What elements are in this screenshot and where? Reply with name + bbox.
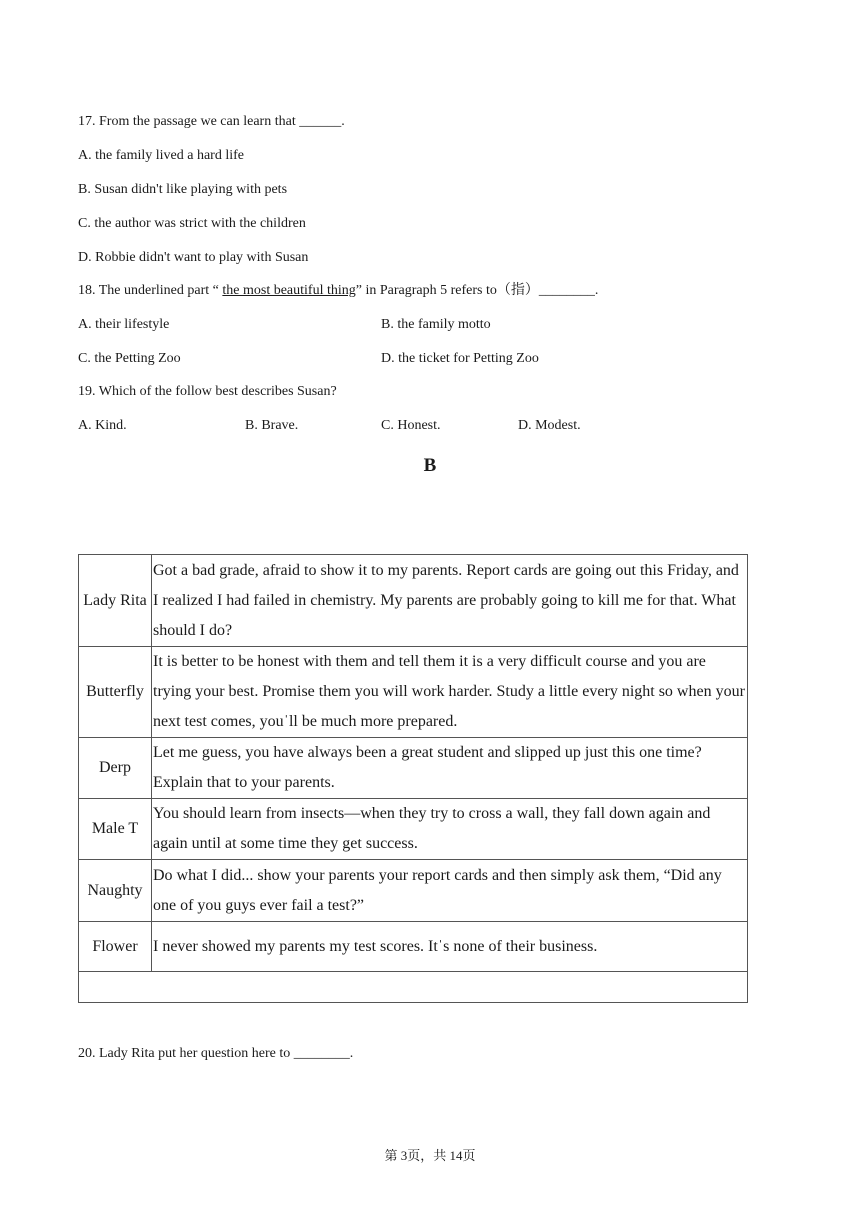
question-18-stem — [78, 282, 598, 300]
question-17-option-d: D. Robbie didn't want to play with Susan — [78, 250, 309, 265]
question-17-stem: 17. From the passage we can learn that ______. — [78, 114, 345, 129]
question-18-option-c: C. the Petting Zoo — [78, 351, 181, 366]
forum-empty-row — [79, 972, 748, 1003]
question-17-option-c: C. the author was strict with the children — [78, 216, 306, 231]
question-19-option-a: A. Kind. — [78, 418, 127, 433]
forum-row — [79, 555, 748, 647]
question-17-option-b: B. Susan didn't like playing with pets — [78, 182, 288, 197]
section-heading: B — [423, 455, 437, 476]
forum-username: Derp — [79, 738, 152, 799]
forum-row — [79, 922, 748, 972]
forum-row — [79, 799, 748, 860]
forum-username: Naughty — [79, 860, 152, 922]
question-19-stem: 19. Which of the follow best describes Susan? — [78, 384, 337, 399]
forum-message: Let me guess, you have always been a great student and slipped up just this one time? Explain that to your parents. — [152, 738, 748, 799]
forum-message: I never showed my parents my test scores. Itˈs none of their business. — [152, 922, 748, 972]
question-19-option-b: B. Brave. — [245, 418, 299, 433]
question-19-option-d: D. Modest. — [518, 418, 581, 433]
forum-empty-cell — [79, 972, 748, 1003]
forum-message: You should learn from insects—when they try to cross a wall, they fall down again and again until at some time they get success. — [152, 799, 748, 860]
forum-row — [79, 738, 748, 799]
question-18-option-b: B. the family motto — [381, 317, 491, 332]
forum-row — [79, 860, 748, 922]
forum-username: Flower — [79, 922, 152, 972]
question-18-stem-suffix: ” in Paragraph 5 refers to（指）________. — [355, 283, 599, 298]
question-17-option-a: A. the family lived a hard life — [78, 148, 244, 163]
forum-message: Do what I did... show your parents your report cards and then simply ask them, “Did any one of you guys ever fail a test?” — [152, 860, 748, 922]
question-19-option-c: C. Honest. — [381, 418, 441, 433]
question-18-underlined-phrase: the most beautiful thing — [222, 283, 356, 298]
forum-table — [78, 554, 748, 1003]
question-18-option-a: A. their lifestyle — [78, 317, 170, 332]
question-18-stem-prefix: 18. The underlined part “ — [78, 283, 223, 298]
question-18-option-d: D. the ticket for Petting Zoo — [381, 351, 539, 366]
page-footer: 第 3页，共 14页 — [384, 1148, 476, 1163]
forum-message: It is better to be honest with them and tell them it is a very difficult course and you are trying your best. Promise them you will work harder. Study a little every night so when your next test comes, youˈll be much more prepared. — [152, 647, 748, 738]
forum-username: Butterfly — [79, 647, 152, 738]
forum-message: Got a bad grade, afraid to show it to my parents. Report cards are going out this Friday, and I realized I had failed in chemistry. My parents are probably going to kill me for that. What should I do? — [152, 555, 748, 647]
forum-row — [79, 647, 748, 738]
forum-username: Lady Rita — [79, 555, 152, 647]
question-20-stem: 20. Lady Rita put her question here to ________. — [78, 1046, 354, 1061]
forum-username: Male T — [79, 799, 152, 860]
